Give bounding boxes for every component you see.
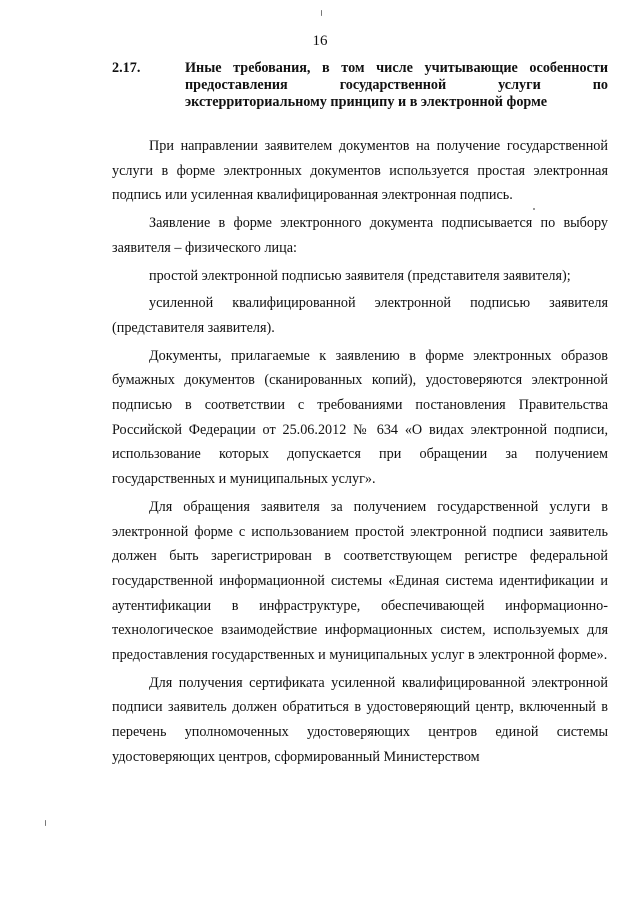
scan-speck-top bbox=[321, 10, 322, 16]
body-text bbox=[112, 134, 608, 770]
page-number: 16 bbox=[312, 33, 328, 49]
section-number: 2.17. bbox=[112, 60, 141, 76]
list-item-simple-signature: простой электронной подписью заявителя (представителя заявителя); bbox=[149, 267, 571, 284]
paragraph-esia-registration: Для обращения заявителя за получением государственной услуги в электронной форме с использованием простой электронной подписи заявитель должен быть зарегистрирован в соответствующем регистре федеральной государственной информационной системы «Единая система идентификации и аутентификации в инфраструктуре, обеспечивающей информационно-технологическое взаимодействие информационных систем, используемых для предоставления государственных и муниципальных услуг в электронной форме». bbox=[112, 498, 608, 664]
section-heading bbox=[112, 60, 608, 111]
list-item-qualified-signature: усиленной квалифицированной электронной подписью заявителя (представителя заявителя). bbox=[112, 295, 608, 336]
scan-speck-left bbox=[45, 820, 46, 826]
paragraph-certificate: Для получения сертификата усиленной квалифицированной электронной подписи заявитель должен обратиться в удостоверяющий центр, включенный в перечень уполномоченных удостоверяющих центров единой системы удостоверяющих центров, сформированный Министерством bbox=[112, 674, 608, 765]
paragraph-signature-types: При направлении заявителем документов на получение государственной услуги в форме электронных документов используется простая электронная подпись или усиленная квалифицированная электронная подпись. bbox=[112, 138, 608, 204]
paragraph-application-signing: Заявление в форме электронного документа подписывается по выбору заявителя – физического лица: bbox=[112, 215, 608, 256]
scan-speck-right bbox=[533, 208, 535, 210]
heading-line-3: экстерриториальному принципу и в электронной форме bbox=[185, 94, 548, 110]
heading-line-1: Иные требования, в том числе учитывающие особенности bbox=[185, 60, 608, 76]
heading-line-2: предоставления государственной услуги по bbox=[185, 77, 608, 93]
paragraph-attached-documents: Документы, прилагаемые к заявлению в форме электронных образов бумажных документов (сканированных копий), удостоверяются электронной подписью в соответствии с требованиями постановления Правительства Российской Федерации от 25.06.2012 № 634 «О видах электронной подписи, использование которых допускается при обращении за получением государственных и муниципальных услуг». bbox=[112, 347, 608, 488]
